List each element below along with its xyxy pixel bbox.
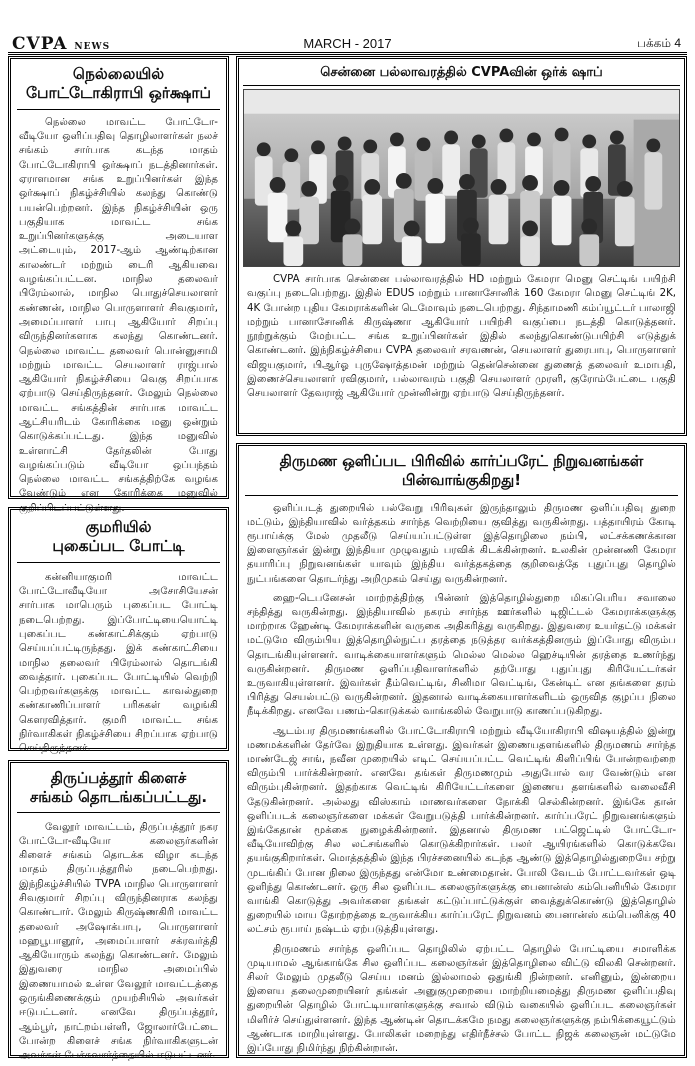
headline-rule: [245, 495, 678, 496]
group-photo: [243, 89, 680, 267]
article-paragraph: ஆடம்பர திருமணங்களில் போட்டோகிராபி மற்றும் வீடியோகிராபி விஷயத்தில் இன்று மணமக்களின் தேர்வே இறுதியாக உள்ளது. இவர்கள் இணையதளங்களில் திருமணம் சார்ந்த மாண்டேஜ் சாங், நவீன முறையில் எடிட் செய்யப்பட்ட வெட்டிங் கிளிப்பிங் போன்றவற்றை விரும்பி பார்க்கின்றனர். எனவே தங்கள் திருமணமும் அதுபோல் வர வேண்டும் என விரும்புகின்றனர். இதற்காக வெட்டிங் கிரியேட்டர்களை இணைய தளங்களில் வலைவீசி தேடுகின்றனர். அல்லது விஸ்காம் மாணவர்களை நோக்கி செல்கின்றனர். இங்கே தான் ஒளிப்படக் கலைஞர்களை மக்கள் வேறுபடுத்தி பார்க்கின்றனர். கார்ப்பரேட் நிறுவனங்களும் இங்கேதான் மூக்கை நுழைக்கின்றனர். இதனால் திருமண பட்ஜெட்டில் போட்டோ-வீடியோவிற்கு சில லட்சங்களில் கொடுக்கிறார்கள். பலர் ஆயிரங்களில் கொடுக்கவே தயங்குகிறார்கள். மொத்தத்தில் இந்த பிரச்சனையில் கடந்த ஆண்டு இத்தொழில்துறையே சற்று முடங்கிப் போன நிலை இருந்தது என்மோ உண்மைதான். போலி வேடம் போட்டவர்கள் ஒடி ஒளிந்து கொண்டனர். ஒரு சில ஒளிப்பட கலைஞர்களுக்கு பைனான்ஸ் கம்பெனியில் கேமரா வாங்கி கொடுத்து அவர்களை தங்கள் கட்டுப்பாட்டுக்குள் வைத்துக்கொண்டு இத்தொழில் துறையில் மாய தோற்றத்தை உருவாக்கிய கார்ப்பரேட் நிறுவனம் பைனான்ஸ் கம்பெனிக்கு 40 லட்சம் ரூபாய் நஷ்டம் ஏற்படுத்தியுள்ளது.: [247, 725, 676, 936]
issue-date: MARCH - 2017: [303, 36, 392, 51]
article-headline: குமரியில் புகைப்பட போட்டி: [52, 518, 185, 556]
article-paragraph: ஹை-டெபனேசன் மாற்றத்திற்கு பின்னர் இத்தொழில்துறை மிகப்பெரிய சவாலை சந்தித்து வருகின்றது. இந்தியாவில் நகரம் சார்ந்த ஊர்களில் டிஜிட்டல் கேமராக்களுக்கு மாற்றாக ஹேண்டி கேமராக்களின் வருகை அதிகரித்து வருகிறது. இதுவரை உயர்தட்டு மக்கள் மட்டுமே விரும்பிய இத்தொழில்நுட்ப தரத்தை நடுத்தர வர்க்கத்தினரும் இப்போது விரும்ப தொடங்கியுள்ளனர். வாடிக்கையாளர்களும் மெல்ல மெல்ல ஹெச்டியின் தரத்தை உணர்ந்து வருகின்றனர். திருமண ஒளிப்பதிவாளர்களில் தற்போது புதுப்புது கிரியேட்டர்கள் உருவாகியுள்ளனர். இவர்கள் தீம்வெட்டிங், சினிமா வெட்டிங், கேன்டிட் என தங்களை தரம் பிரித்து செயல்பட்டு வருகின்றனர். இதனால் வாடிக்கையாளர்களிடம் ஒருவித குழப்ப நிலை நீடிக்கிறது. எனவே பணம்-கொடுக்கல் வாங்கலில் வேறுபாடு காணப்படுகிறது.: [247, 592, 676, 718]
masthead-rule: [8, 52, 687, 55]
headline-rule: [17, 109, 220, 110]
article-nellai-workshop: [8, 56, 229, 514]
headline-rule: [17, 812, 220, 813]
feature-chennai-workshop: [236, 56, 687, 436]
article-headline: திருமண ஒளிப்பட பிரிவில் கார்ப்பரேட் நிறுவனங்கள் பின்வாங்குகிறது!: [279, 452, 644, 489]
feature-banner: சென்னை பல்லாவரத்தில் CVPAவின் ஒர்க் ஷாப்: [243, 63, 680, 86]
article-body: கன்னியாகுமரி மாவட்ட போட்டோவீடியோ அசோசியேசன் சார்பாக மாபெரும் புகைப்பட போட்டி நடைபெற்றது. இப்போட்டியையொட்டி புகைப்பட கண்காட்சிக்கும் ஏற்பாடு செய்யப்பட்டிருந்தது. இக் கண்காட்சியை மாநில தலைவர் பிரேம்லால் தொடங்கி வைத்தார். புகைப்பட போட்டியில் வெற்றி பெற்றவர்களுக்கு மாவட்ட காவல்துறை கண்காணிப்பாளர் பரிசுகள் வழங்கி கௌரவித்தார். குமரி மாவட்ட சங்க நிர்வாகிகள் நிகழ்ச்சியை சிறப்பாக ஏற்பாடு செய்திருந்தனர்.: [19, 571, 218, 755]
headline-rule: [17, 562, 220, 563]
article-paragraph: ஒளிப்படத் துறையில் பல்வேறு பிரிவுகள் இருந்தாலும் திருமண ஒளிப்பதிவு துறை மட்டும், இந்தியாவில் வர்த்தகம் சார்ந்த வெற்றியை குவித்து வருகின்றது. பத்தாயிரம் கோடி ரூபாய்க்கு மேல் முதலீடு செய்யப்பட்டுள்ள இத்தொழிலை நம்பி, லட்சக்கணக்கான இளைஞர்கள் இன்று இந்தியா முழுவதும் பரவிக் கிடக்கின்றனர். உலகின் முன்னணி கேமரா தயாரிப்பு நிறுவனங்கள் யாவும் இந்திய வர்த்தகத்தை குறிவைத்தே புதுப்புது தொழில் நுட்பங்களை தொடர்ந்து அறிமுகம் செய்து வருகின்றனர்.: [247, 502, 676, 585]
article-corporate-wedding: [236, 443, 687, 1058]
photo-caption: CVPA சார்பாக சென்னை பல்லாவரத்தில் HD மற்றும் கேமரா மெனு செட்டிங் பயிற்சி வகுப்பு நடைபெற்றது. இதில் EDUS மற்றும் பானாசோனிக் 160 கேமரா மெனு செட்டிங் 2K, 4K போன்ற புதிய கேமராக்களின் டெமோவும் நடைபெற்றது. சிந்தாமணி கம்ப்யூட்டர் பாலாஜி மற்றும் பானாசோனிக் கிருஷ்ணா ஆகியோர் பயிற்சி வகுப்பை நடத்தி கொடுத்தனர். நூற்றுக்கும் மேற்பட்ட சங்க உறுப்பினர்கள் இதில் கலந்துகொண்டுபயிற்சி எடுத்துக் கொண்டனர். இந்நிகழ்ச்சியை CVPA தலைவர் சரவணன், செயலாளர் துரைபாபு, பொருளாளர் விஜயகுமார், பிஆர்ஓ புருஷோத்தமன் மற்றும் தென்சென்னை துணைத் தலைவர் உமாபதி, இணைச்செயலாளர் ரவிகுமார், பல்லாவரம் பகுதி செயலாளர் முரளி, குரோம்பேட்டை பகுதி செயலாளர் தேவராஜ் ஆகியோர் முன்னின்று ஏற்பாடு செய்திருந்தனர்.: [247, 274, 676, 400]
article-body: [239, 502, 684, 1057]
article-tirupattur-branch: [8, 760, 229, 1062]
masthead: [8, 6, 687, 54]
page-number: பக்கம் 4: [637, 36, 681, 50]
article-headline: திருப்பத்தூர் கிளைச் சங்கம் தொடங்கப்பட்டது.: [29, 769, 208, 806]
newsletter-logo: CVPA NEWS: [12, 34, 111, 54]
article-kumari-contest: [8, 507, 229, 755]
article-body: வேலூர் மாவட்டம், திருப்பத்தூர் நகர போட்டோ-வீடியோ கலைஞர்களின் கிளைச் சங்கம் தொடக்க விழா கடந்த மாதம் திருப்பத்தூரில் நடைபெற்றது. இந்நிகழ்ச்சியில் TVPA மாநில பொருளாளர் சிவகுமார் சிறப்பு விருந்தினராக கலந்து கொண்டார். மேலும் கிருஷ்ணகிரி மாவட்ட தலைவர் அஷோக்பாபு, பொருளாளர் மஹபூபானூர், அமைப்பாளர் சக்ரவர்த்தி ஆகியோரும் கலந்து கொண்டனர். மேலும் இதுவரை மாநில அமைப்பில் இணையாமல் உள்ள வேலூர் மாவட்டத்தை ஒருங்கிணைக்கும் முயற்சியில் அவர்கள் ஈடுபட்டனர். எனவே திருப்பத்தூர், ஆம்பூர், நாட்றம்பள்ளி, ஜோலார்பேட்டை போன்ற கிளைச் சங்க நிர்வாகிகளுடன் அவர்கள் பேச்சுவார்த்தையில் ஈடுபட்டனர்.: [19, 821, 218, 1062]
article-paragraph: திருமணம் சார்ந்த ஒளிப்பட தொழிலில் ஏற்பட்ட தொழில் போட்டியை சமாளிக்க முடியாமல் ஆங்காங்கே சில ஒளிப்பட கலைஞர்கள் இத்தொழிலை விட்டு விலகி சென்றனர். சிலர் மேலும் முதலீடு செய்ய மனம் இல்லாமல் ஒதுங்கி நின்றனர். எனினும், இன்றைய இளைய தலைமுறையினர் தங்கள் அனுகுமுறையை மாற்றியமைத்து திருமண ஒளிப்பதிவு துறையின் தொழில் போட்டியாளர்களுக்கு சவால் விடும் வகையில் ஒளிப்பட கலைஞர்கள் மிளிர்ச் செய்துள்ளனர். இந்த ஆண்டின் தொடக்கமே நமது கலைஞர்களுக்கு நம்பிக்கையூட்டும் ஆண்டாக மாறியுள்ளது. போலிகள் மறைந்து எதிர்நீச்சல் போட்ட நிஜக் கலைஞன் மட்டுமே இப்போது நிமிர்ந்து நிற்கின்றான்.: [247, 943, 676, 1055]
article-body: நெல்லை மாவட்ட போட்டோ-வீடியோ ஒளிப்பதிவு தொழிலாளர்கள் நலச் சங்கம் சார்பாக கடந்த மாதம் போட்டோகிராபி ஒர்க்ஷாப் நடத்தினார்கள். ஏராளமான சங்க உறுப்பினர்கள் இந்த ஒர்க்ஷாப் நிகழ்ச்சியில் கலந்து கொண்டு பயன்பெற்றனர். இந்த நிகழ்ச்சியின் ஒரு பகுதியாக மாவட்ட சங்க உறுப்பினர்களுக்கு அடையாள அட்டையும், 2017-ஆம் ஆண்டிற்கான காலண்டர் மற்றும் டைரி ஆகியவை வழங்கப்பட்டன. மாநில தலைவர் பிரேம்லால், மாநில பொதுச்செயலாளர் கண்ணன், மாநில பொருளாளர் சிவகுமார், அமைப்பாளர் பாபு ஆகியோர் சிறப்பு விருந்தினர்களாக கலந்து கொண்டனர். நெல்லை மாவட்ட தலைவர் பொன்னுசாமி மற்றும் மாவட்ட செயலாளர் ராஜ்பால் ஆகியோர் நிகழ்ச்சியை வெகு சிறப்பாக ஏற்பாடு செய்திருந்தனர். மேலும் நெல்லை மாவட்ட சங்கத்தின் சார்பாக மாவட்ட ஆட்சியரிடம் கோரிக்கை மனு ஒன்றும் கொடுக்கப்பட்டது. இந்த மனுவில் உள்ளாட்சி தேர்தலின் போது வழங்கப்படும் வீடியோ ஒப்பந்தம் நெல்லை மாவட்ட சங்கத்திற்கே வழங்க வேண்டும் என கோரிக்கை மனுவில் குறிப்பிடப்பட்டுள்ளது.: [19, 116, 218, 514]
article-headline: நெல்லையில் போட்டோகிராபி ஒர்க்ஷாப்: [25, 65, 211, 103]
group-photo-image: [244, 90, 679, 266]
